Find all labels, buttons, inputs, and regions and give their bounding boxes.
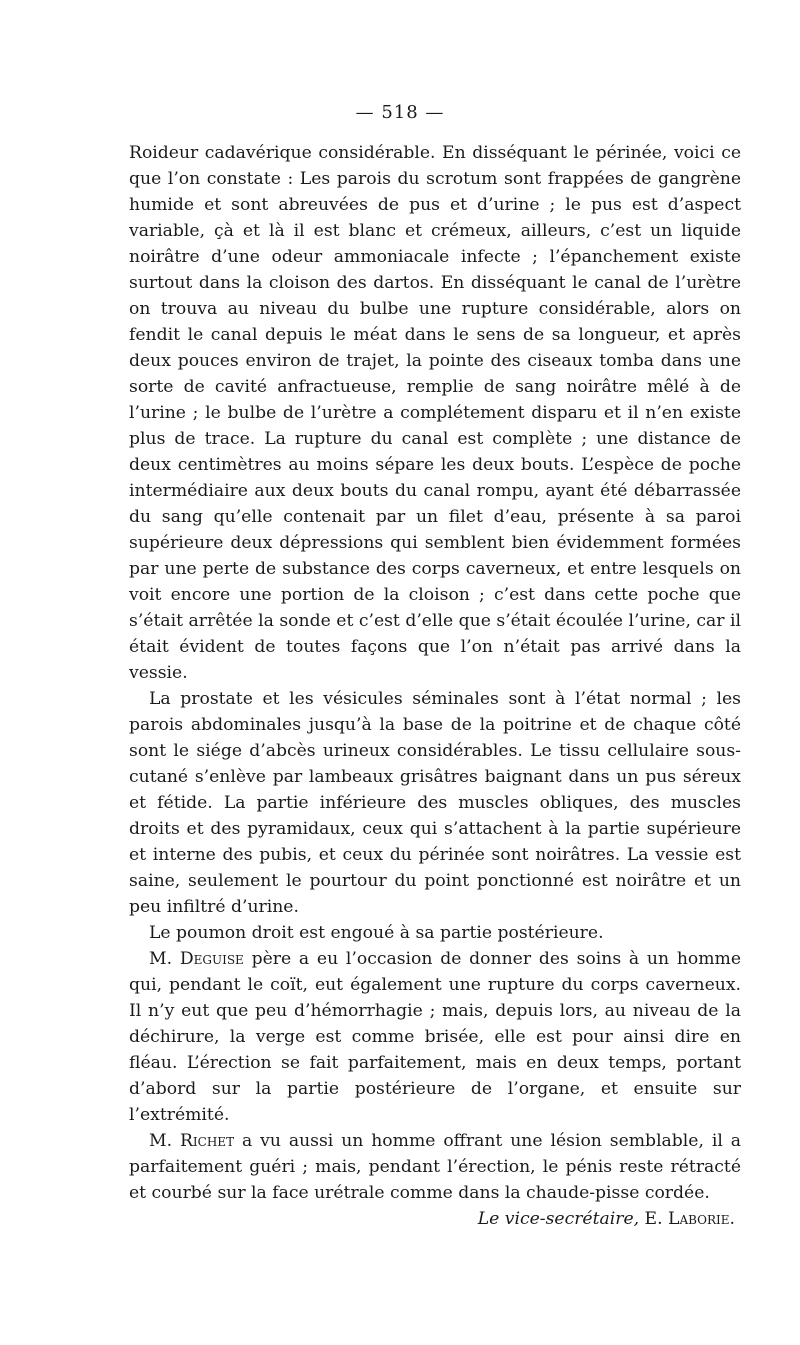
paragraph-lung: Le poumon droit est engoué à sa partie postérieure. [149,923,604,943]
deguise-name: Deguise [179,949,244,969]
signature-role: Le vice-secrétaire, [477,1209,640,1229]
signature-initial: E. [639,1209,669,1229]
signature [129,1206,741,1232]
deguise-prefix: M. [149,949,180,969]
paragraph-deguise [129,946,741,1128]
paragraph-autopsy: Roideur cadavérique considérable. En disséquant le périnée, voici ce que l’on constate : Les parois du scrotum sont frappées de gangrène humide et sont abreuvées de pus et d’urine ; le pus est d’aspect variable, çà et là il est blanc et crémeux, ailleurs, c’est un liquide noirâtre d’une odeur ammoniacale infecte ; l’épanchement existe surtout dans la cloison des dartos. En disséquant le canal de l’urètre on trouva au niveau du bulbe une rupture considérable, alors on fendit le canal depuis le méat dans le sens de sa longueur, et après deux pouces environ de trajet, la pointe des ciseaux tomba dans une sorte de cavité anfractueuse, remplie de sang noirâtre mêlé à de l’urine ; le bulbe de l’urètre a complétement disparu et il n’en existe plus de trace. La rupture du canal est complète ; une distance de deux centimètres au moins sépare les deux bouts. L’espèce de poche intermédiaire aux deux bouts du canal rompu, ayant été débarrassée du sang qu’elle contenait par un filet d’eau, présente à sa paroi supérieure deux dépressions qui semblent bien évidemment formées par une perte de substance des corps caverneux, et entre lesquels on voit encore une portion de la cloison ; c’est dans cette poche que s’était arrêtée la sonde et c’est d’elle que s’était écoulée l’urine, car il était évident de toutes façons que l’on n’était pas arrivé dans la vessie. [129,143,741,683]
body-text [129,140,741,1232]
paragraph-richet [129,1128,741,1206]
paragraph-prostate: La prostate et les vésicules séminales sont à l’état normal ; les parois abdominales jusqu’à la base de la poitrine et de chaque côté sont le siége d’abcès urineux considérables. Le tissu cellulaire sous-cutané s’enlève par lambeaux grisâtres baignant dans un pus séreux et fétide. La partie inférieure des muscles obliques, des muscles droits et des pyramidaux, ceux qui s’attachent à la partie supérieure et interne des pubis, et ceux du périnée sont noirâtres. La vessie est saine, seulement le pourtour du point ponctionné est noirâtre et un peu infiltré d’urine. [129,689,741,917]
richet-prefix: M. [149,1131,180,1151]
page-number: — 518 — [355,102,445,123]
richet-text: a vu aussi un homme offrant une lésion semblable, il a parfaitement guéri ; mais, pendant l’érection, le pénis reste rétracté et courbé sur la face urétrale comme dans la chaude-pisse cordée. [129,1131,742,1203]
signature-name: Laborie. [668,1209,735,1229]
richet-name: Richet [179,1131,235,1151]
deguise-text: père a eu l’occasion de donner des soins à un homme qui, pendant le coït, eut également une rupture du corps caverneux. Il n’y eut que peu d’hémorrhagie ; mais, depuis lors, au niveau de la déchirure, la verge est comme brisée, elle est pour ainsi dire en fléau. L’érection se fait parfaitement, mais en deux temps, portant d’abord sur la partie postérieure de l’organe, et ensuite sur l’extrémité. [129,949,742,1125]
